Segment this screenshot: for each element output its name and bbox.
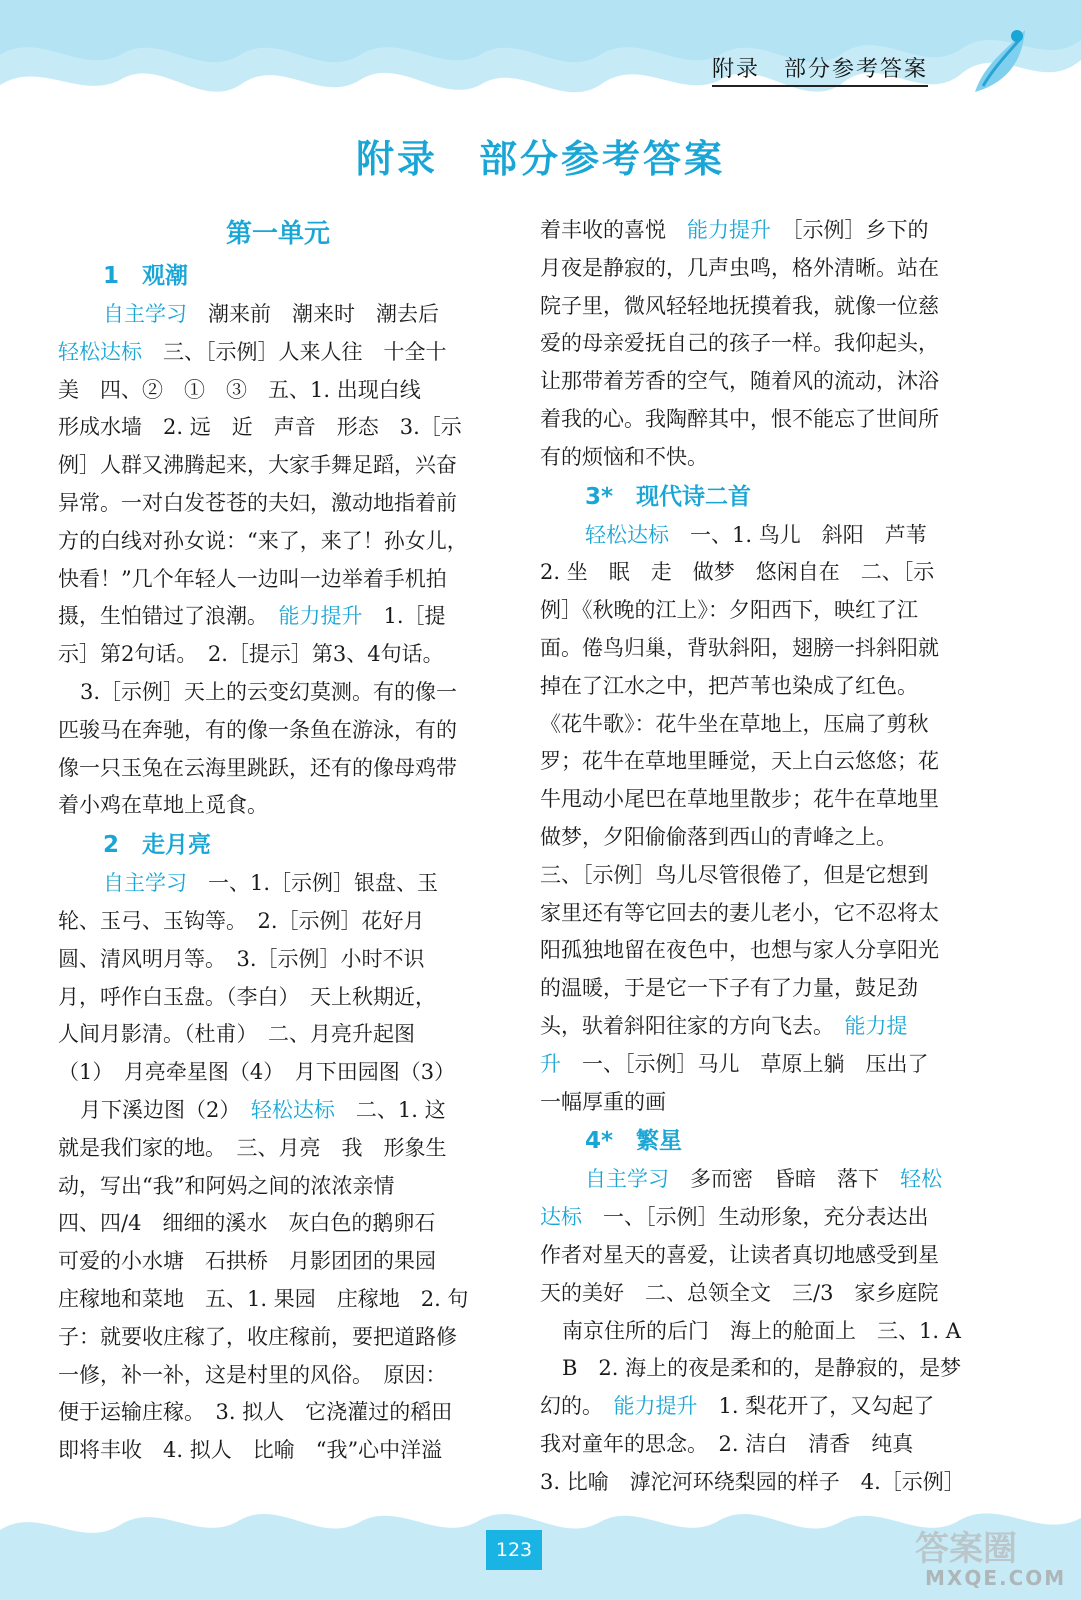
- answer-line: 《花牛歌》：花牛坐在草地上，压扁了剪秋: [540, 711, 929, 736]
- answer-line: 四、四/4 细细的溪水 灰白色的鹅卵石: [58, 1211, 436, 1236]
- answer-line: 像一只玉兔在云海里跳跃，还有的像母鸡带: [58, 755, 457, 780]
- answer-line: 3. 比喻 滹沱河环绕梨园的样子 4.［示例］: [540, 1469, 965, 1494]
- answer-line: 圆、清风明月等。 3.［示例］小时不识: [58, 946, 425, 971]
- answer-line: 阳孤独地留在夜色中，也想与家人分享阳光: [540, 938, 939, 963]
- answer-line: 作者对星天的喜爱，让读者真切地感受到星: [540, 1242, 939, 1267]
- answer-line: 就是我们家的地。 三、月亮 我 形象生: [58, 1135, 447, 1160]
- answer-line: 3.［示例］天上的云变幻莫测。有的像一: [80, 679, 458, 704]
- section-tag-nengli: 能力提升: [613, 1394, 698, 1419]
- section-tag-qingsong: 轻松达标: [585, 522, 669, 547]
- watermark-url: MXQE.COM: [925, 1566, 1067, 1590]
- answer-line: 幻的。 能力提升 1. 梨花开了，又勾起了: [540, 1394, 935, 1419]
- lesson-2-title: 2 走月亮: [103, 832, 212, 859]
- answer-line: 方的白线对孙女说：“来了，来了！孙女儿，: [58, 528, 468, 553]
- answer-line: 自主学习 一、1.［示例］银盘、玉: [103, 871, 439, 896]
- answer-line: 天的美好 二、总领全文 三/3 家乡庭院: [540, 1280, 939, 1305]
- answer-line: 南京住所的后门 海上的舱面上 三、1. A: [562, 1318, 961, 1343]
- answer-line: 着小鸡在草地上觅食。: [58, 793, 268, 818]
- answer-line: （1） 月亮牵星图（4） 月下田园图（3）: [58, 1060, 456, 1085]
- answer-line: 一幅厚重的画: [540, 1089, 666, 1114]
- lesson-3-title: 3* 现代诗二首: [585, 483, 752, 510]
- lesson-4-title: 4* 繁星: [585, 1128, 683, 1155]
- answer-line: 示］第2句话。 2.［提示］第3、4句话。: [58, 642, 444, 667]
- header-section-label: 附录 部分参考答案: [712, 52, 928, 87]
- answer-line: 让那带着芳香的空气，随着风的流动，沐浴: [540, 369, 939, 394]
- answer-line: 头，驮着斜阳往家的方向飞去。 能力提: [540, 1013, 908, 1038]
- answer-line: 快看！”几个年轻人一边叫一边举着手机拍: [58, 566, 447, 591]
- answer-line: 轮、玉弓、玉钩等。 2.［示例］花好月: [58, 908, 425, 933]
- answer-line: 摄，生怕错过了浪潮。 能力提升 1.［提: [58, 604, 446, 629]
- answer-line: 例］人群又沸腾起来，大家手舞足蹈，兴奋: [58, 453, 457, 478]
- answer-line: 便于运输庄稼。 3. 拟人 它浇灌过的稻田: [58, 1400, 453, 1425]
- answer-line: 匹骏马在奔驰，有的像一条鱼在游泳，有的: [58, 717, 457, 742]
- answer-line: 即将丰收 4. 拟人 比喻 “我”心中洋溢: [58, 1438, 443, 1463]
- section-tag-qingsong: 轻松达标: [250, 1097, 335, 1122]
- answer-line: 的温暖，于是它一下子有了力量，鼓足劲: [540, 976, 918, 1001]
- svg-text:答案圈: 答案圈: [915, 1529, 1017, 1569]
- answer-line: 面。倦鸟归巢，背驮斜阳，翅膀一抖斜阳就: [540, 635, 939, 660]
- answer-line: 轻松达标 一、1. 鸟儿 斜阳 芦苇: [585, 522, 927, 547]
- answer-line: 一修，补一补，这是村里的风俗。 原因：: [58, 1362, 447, 1387]
- section-tag-nengli: 能力提升: [687, 218, 771, 242]
- answer-line: 爱的母亲爱抚自己的孩子一样。我仰起头，: [540, 331, 939, 356]
- answer-line: 可爱的小水塘 石拱桥 月影团团的果园: [58, 1249, 436, 1274]
- answer-line: 庄稼地和菜地 五、1. 果园 庄稼地 2. 句: [58, 1286, 469, 1311]
- answer-line: 2. 坐 眠 走 做梦 悠闲自在 二、［示: [540, 560, 935, 585]
- answer-line: 着丰收的喜悦 能力提升 ［示例］乡下的: [540, 218, 929, 242]
- answer-line: 罗；花牛在草地里睡觉，天上白云悠悠；花: [540, 749, 939, 774]
- answer-line: B 2. 海上的夜是柔和的，是静寂的，是梦: [562, 1356, 962, 1381]
- answer-line: 动，写出“我”和阿妈之间的浓浓亲情: [58, 1173, 395, 1198]
- section-tag-qingsong: 轻松达标: [58, 339, 142, 364]
- answer-line: 自主学习 多而密 昏暗 落下 轻松: [585, 1167, 942, 1192]
- answer-line: 做梦，夕阳偷偷落到西山的青峰之上。: [540, 824, 897, 849]
- answer-line: 轻松达标 三、［示例］人来人往 十全十: [58, 339, 447, 364]
- answer-line: 有的烦恼和不快。: [540, 444, 708, 469]
- answer-line: 月，呼作白玉盘。（李白） 天上秋期近，: [58, 984, 436, 1009]
- answer-line: 形成水墙 2. 远 近 声音 形态 3.［示: [58, 415, 462, 440]
- answer-line: 异常。一对白发苍苍的夫妇，激动地指着前: [58, 490, 457, 515]
- answer-line: 美 四、② ① ③ 五、1. 出现白线: [58, 377, 421, 402]
- answer-line: 家里还有等它回去的妻儿老小，它不忍将太: [540, 900, 939, 925]
- answer-line: 达标 一、［示例］生动形象，充分表达出: [540, 1205, 929, 1230]
- answer-line: 院子里，微风轻轻地抚摸着我，就像一位慈: [540, 293, 939, 318]
- answer-line: 月下溪边图（2） 轻松达标 二、1. 这: [80, 1097, 446, 1122]
- leaf-swoosh-icon: [965, 22, 1035, 102]
- answer-line: 三、［示例］鸟儿尽管很倦了，但是它想到: [540, 862, 929, 887]
- right-column: [540, 212, 978, 1502]
- left-column: [58, 212, 498, 1470]
- section-tag-nengli-cont: 升: [540, 1051, 561, 1076]
- answer-line: 升 一、［示例］马儿 草原上躺 压出了: [540, 1051, 929, 1076]
- page-title: 附录 部分参考答案: [355, 137, 725, 181]
- answer-line: 例］《秋晚的江上》：夕阳西下，映红了江: [540, 598, 918, 623]
- section-tag-zizhu: 自主学习: [103, 302, 187, 326]
- section-tag-zizhu: 自主学习: [585, 1167, 669, 1192]
- answer-line: 着我的心。我陶醉其中，恨不能忘了世间所: [540, 406, 939, 431]
- lesson-1-title: 1 观潮: [103, 263, 189, 289]
- section-tag-qingsong-cont: 达标: [540, 1205, 582, 1230]
- answer-line: 月夜是静寂的，几声虫鸣，格外清晰。站在: [540, 255, 939, 280]
- section-tag-nengli: 能力提: [844, 1013, 908, 1038]
- section-tag-qingsong: 轻松: [900, 1167, 942, 1192]
- page-number: 123: [486, 1530, 542, 1570]
- section-tag-zizhu: 自主学习: [103, 871, 187, 896]
- answer-line: 我对童年的思念。 2. 洁白 清香 纯真: [540, 1431, 914, 1456]
- section-tag-nengli: 能力提升: [278, 604, 363, 629]
- answer-line: 人间月影清。（杜甫） 二、月亮升起图: [58, 1022, 415, 1047]
- answer-line: 自主学习 潮来前 潮来时 潮去后: [103, 302, 439, 326]
- unit-title: 第一单元: [225, 219, 330, 249]
- answer-line: 牛甩动小尾巴在草地里散步；花牛在草地里: [540, 787, 939, 812]
- answer-line: 掉在了江水之中，把芦苇也染成了红色。: [540, 673, 918, 698]
- answer-line: 子：就要收庄稼了，收庄稼前，要把道路修: [58, 1324, 457, 1349]
